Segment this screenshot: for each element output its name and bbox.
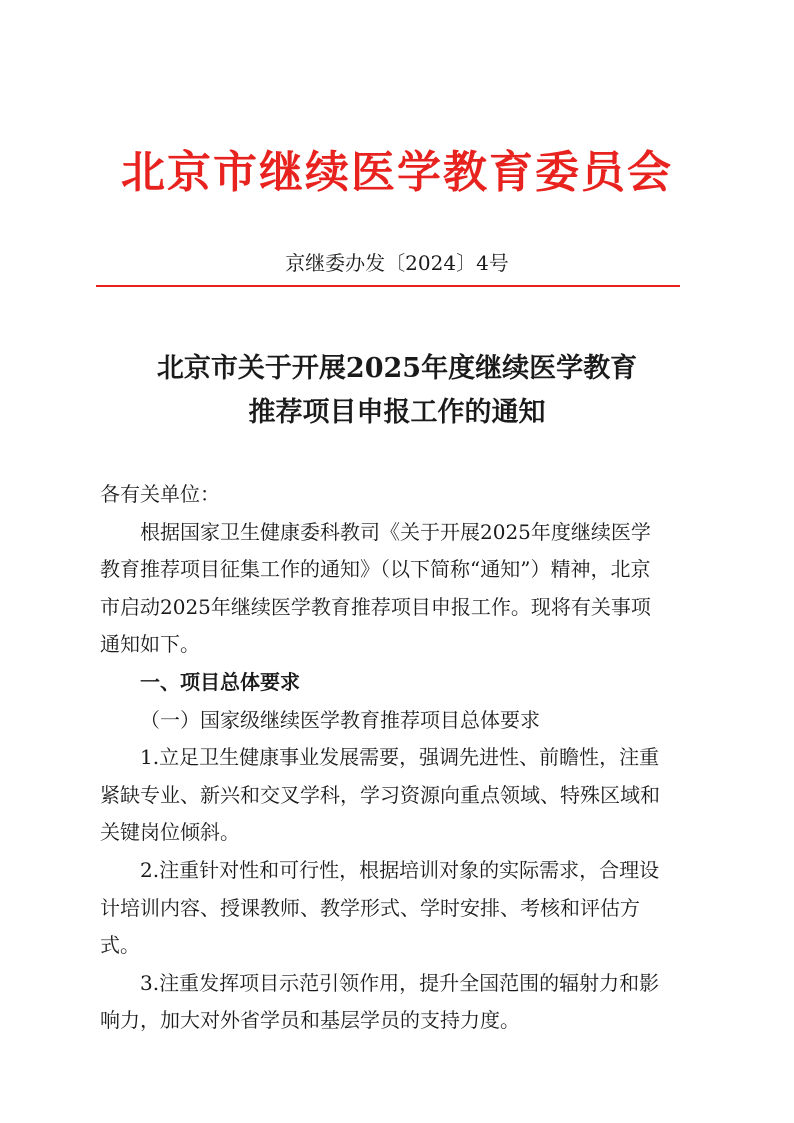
intro-paragraph: 根据国家卫生健康委科教司《关于开展2025年度继续医学教育推荐项目征集工作的通知》（以下简称“通知”）精神，北京市启动2025年继续医学教育推荐项目申报工作。现将有关事项通知如下。 (100, 519, 651, 657)
notice-title (0, 347, 794, 435)
subsection-heading: （一）国家级继续医学教育推荐项目总体要求 (140, 707, 540, 732)
requirement-item-3: 3.注重发挥项目示范引领作用，提升全国范围的辐射力和影响力，加大对外省学员和基层学员的支持力度。 (100, 970, 660, 1033)
requirement-item-2: 2.注重针对性和可行性，根据培训对象的实际需求，合理设计培训内容、授课教师、教学形式、学时安排、考核和评估方式。 (100, 857, 660, 958)
notice-body (100, 476, 666, 1040)
requirement-item-1: 1.立足卫生健康事业发展需要，强调先进性、前瞻性，注重紧缺专业、新兴和交叉学科，学习资源向重点领域、特殊区域和关键岗位倾斜。 (100, 745, 660, 845)
notice-title-line-1: 北京市关于开展2025年度继续医学教育 (156, 353, 638, 384)
document-number: 京继委办发〔2024〕4号 (285, 251, 509, 275)
red-divider-rule (96, 285, 680, 287)
section-heading: 一、项目总体要求 (140, 669, 300, 694)
notice-title-line-2: 推荐项目申报工作的通知 (248, 397, 546, 428)
salutation: 各有关单位： (100, 482, 220, 506)
org-header-title: 北京市继续医学教育委员会 (121, 147, 673, 198)
